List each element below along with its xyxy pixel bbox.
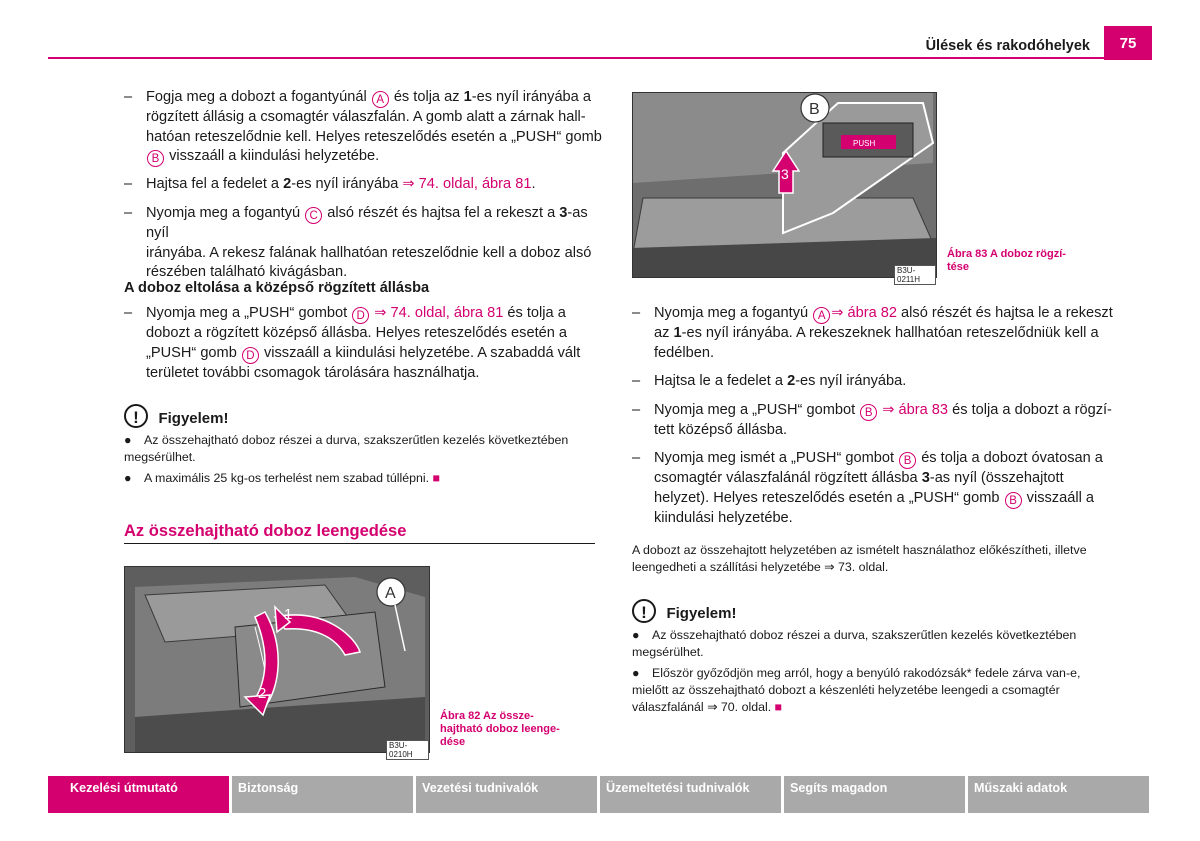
right-step-3: – Nyomja meg a „PUSH“ gombot B ⇒ ábra 83 és tolja a dobozt a rögzí- tett középső állásba. xyxy=(632,402,1112,438)
arrow-2-label: 2 xyxy=(258,685,267,702)
callout-b: B xyxy=(147,150,164,167)
tab-muszaki-adatok[interactable]: Műszaki adatok xyxy=(968,776,1149,813)
callout-a: A xyxy=(813,307,830,324)
figure-83 xyxy=(632,92,937,284)
figure-82-caption: Ábra 82 Az össze- hajtható doboz leenge- dése xyxy=(440,710,560,748)
tab-uzemeltetesi-tudnivalok[interactable]: Üzemeltetési tudnivalók xyxy=(600,776,781,813)
bullet-icon: ● xyxy=(124,433,132,447)
bullet-icon: ● xyxy=(124,471,132,485)
callout-b: B xyxy=(860,404,877,421)
warning-title: Figyelem! xyxy=(666,605,737,622)
header-rule xyxy=(48,57,1104,59)
figure-82 xyxy=(124,566,430,759)
figure-code: B3U-0210H xyxy=(386,740,429,760)
end-mark-icon: ■ xyxy=(432,471,441,485)
left-step-4: – Nyomja meg a „PUSH“ gombot D ⇒ 74. oldal, ábra 81 és tolja a dobozt a rögzített középső állásba. Helyes reteszelődés esetén a „PUSH“ gomb D visszaáll a kiindulási helyzetébe. A szabaddá vált területet további csomagok tárolására használhatja. xyxy=(124,305,581,381)
arrow-1-label: 1 xyxy=(284,606,293,623)
right-step-1: – Nyomja meg a fogantyú A ⇒ ábra 82 alsó részét és hajtsa le a rekeszt az 1-es nyíl irányába. A rekeszeknek hallhatóan reteszelődniük kell a fedélben. xyxy=(632,305,1113,361)
right-step-2: – Hajtsa le a fedelet a 2-es nyíl irányába. xyxy=(632,373,907,389)
page-ref-link[interactable]: ⇒ 74. oldal, ábra 81 xyxy=(374,305,504,321)
callout-d: D xyxy=(352,307,369,324)
figure-code: B3U-0211H xyxy=(894,265,936,285)
bullet-icon: ● xyxy=(632,628,640,642)
push-button-illustration xyxy=(633,93,936,277)
figure-83-caption: Ábra 83 A doboz rögzí- tése xyxy=(947,248,1066,273)
footer-tab-bar xyxy=(48,776,1154,813)
callout-a: A xyxy=(372,91,389,108)
bullet-icon: ● xyxy=(632,666,640,680)
page-number: 75 xyxy=(1104,26,1152,60)
tab-biztonsag[interactable]: Biztonság xyxy=(232,776,413,813)
end-mark-icon: ■ xyxy=(774,700,783,714)
warning-icon: ! xyxy=(632,599,656,623)
chapter-title: Ülések és rakodóhelyek xyxy=(925,38,1090,54)
tab-vezetesi-tudnivalok[interactable]: Vezetési tudnivalók xyxy=(416,776,597,813)
warning-title: Figyelem! xyxy=(158,410,229,427)
callout-b-label: B xyxy=(809,101,820,118)
callout-c: C xyxy=(305,207,322,224)
callout-d: D xyxy=(242,347,259,364)
callout-b: B xyxy=(1005,492,1022,509)
left-step-2: – Hajtsa fel a fedelet a 2-es nyíl irányába ⇒ 74. oldal, ábra 81. xyxy=(124,176,536,192)
note-paragraph: A dobozt az összehajtott helyzetében az ismételt használathoz előkészítheti, illetve leengedheti a szállítási helyzetébe ⇒ 73. oldal. xyxy=(632,543,1087,574)
warning-icon: ! xyxy=(124,404,148,428)
warning-box-right: ! Figyelem! ● Az összehajtható doboz részei a durva, szakszerűtlen kezelés következtében megsérülhet. ● Először győződjön meg arról, hogy a benyúló rakodózsák* fedele zárva van-e, mielőtt az összehajtható dobozt a készenléti helyzetébe leengedi a csomagtér válaszfalánál ⇒ 70. oldal. ■ xyxy=(632,599,1132,716)
arrow-3-label: 3 xyxy=(781,166,789,182)
callout-a-label: A xyxy=(385,585,396,602)
left-step-1: – Fogja meg a dobozt a fogantyúnál A és tolja az 1-es nyíl irányába a rögzített állásig a csomagtér válaszfalán. A gomb alatt a zárnak hall- hatóan reteszelődnie kell. Helyes reteszelődés esetén a „PUSH“ gomb B visszaáll a kiindulási helyzetébe. xyxy=(124,89,602,166)
tab-kezelesi-utmutato[interactable]: Kezelési útmutató xyxy=(48,776,229,813)
section-rule xyxy=(124,543,595,544)
push-label: PUSH xyxy=(853,139,876,148)
figure-ref-link[interactable]: ⇒ ábra 83 xyxy=(882,402,949,418)
left-step-3: – Nyomja meg a fogantyú C alsó részét és hajtsa fel a rekeszt a 3-as nyíl irányába. A rekesz falának hallhatóan reteszelődnie kell a doboz alsó részében található kivágásban. xyxy=(124,205,592,281)
trunk-box-illustration xyxy=(125,567,429,752)
tab-segits-magadon[interactable]: Segíts magadon xyxy=(784,776,965,813)
page-ref-link[interactable]: ⇒ 74. oldal, ábra 81 xyxy=(402,176,532,192)
subheading: A doboz eltolása a középső rögzített állásba xyxy=(124,280,430,296)
warning-box-left: ! Figyelem! ● Az összehajtható doboz részei a durva, szakszerűtlen kezelés következtében megsérülhet. ● A maximális 25 kg-os terhelést nem szabad túllépni. ■ xyxy=(124,404,604,487)
right-step-4: – Nyomja meg ismét a „PUSH“ gombot B és tolja a dobozt óvatosan a csomagtér válaszfalánál rögzített állásba 3-as nyíl (összehajtott helyzet). Helyes reteszelődés esetén a „PUSH“ gomb B visszaáll a kiindulási helyzetébe. xyxy=(632,450,1103,526)
section-title: Az összehajtható doboz leengedése xyxy=(124,522,407,540)
figure-ref-link[interactable]: ⇒ ábra 82 xyxy=(831,305,897,321)
callout-b: B xyxy=(899,452,916,469)
